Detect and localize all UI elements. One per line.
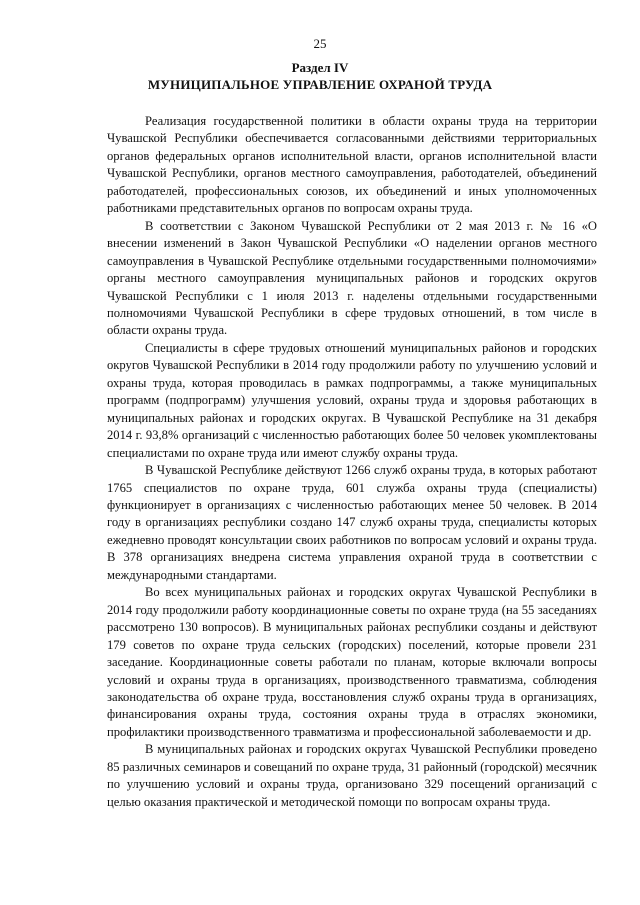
paragraph: Специалисты в сфере трудовых отношений муниципальных районов и городских округов Чувашской Республики в 2014 году продолжили работу по улучшению условий и охраны труда, которая проводилась в рамках подпрограммы, а также муниципальных программ (подпрограмм) улучшения условий, охраны труда и здоровья работающих в муниципальных районах и городских округах. В Чувашской Республике на 31 декабря 2014 г. 93,8% организаций с численностью работающих более 50 человек укомплектованы специалистами по охране труда или имеют службу охраны труда.	[107, 340, 597, 460]
paragraph: В Чувашской Республике действуют 1266 служб охраны труда, в которых работают 1765 специалистов по охране труда, 601 служба охраны труда (специалисты) функционирует в организациях с численностью работающих менее 50 человек. В 2014 году в организациях республики создано 147 служб охраны труда, специалисты которых ежедневно проводят консультации своих работников по вопросам условий и охраны труда. В 378 организациях внедрена система управления охраной труда в соответствии с международными стандартами.	[107, 463, 597, 582]
paragraph: Во всех муниципальных районах и городских округах Чувашской Республики в 2014 году продолжили работу координационные советы по охране труда (на 55 заседаниях рассмотрено 130 вопросов). В муниципальных районах республики созданы и действуют 179 советов по охране труда сельских (городских) поселений, которые провели 231 заседание. Координационные советы работали по планам, которые включали вопросы условий и охраны труда в организациях, производственного травматизма, соблюдения законодательства об охране труда, восстановления служб охраны труда в организациях, финансирования охраны труда, состояния охраны труда в отраслях экономики, профилактики производственного травматизма и профессиональной заболеваемости и др.	[107, 585, 597, 739]
paragraph: Реализация государственной политики в области охраны труда на территории Чувашской Республики обеспечивается согласованными действиями территориальных органов федеральных органов исполнительной власти, органов исполнительной власти Чувашской Республики, органов местного самоуправления, работодателей, объединений работодателей, профессиональных союзов, их объединений и иных уполномоченных работниками представительных органов по вопросам охраны труда.	[107, 114, 597, 216]
paragraph: В муниципальных районах и городских округах Чувашской Республики проведено 85 различных семинаров и совещаний по охране труда, 31 районный (городской) месячник по улучшению условий и охраны труда, организовано 329 посещений организаций с целью оказания практической и методической помощи по вопросам охраны труда.	[107, 742, 597, 809]
section-label: Раздел IV	[291, 60, 349, 75]
page-number: 25	[313, 36, 327, 51]
paragraph: В соответствии с Законом Чувашской Республики от 2 мая 2013 г. № 16 «О внесении изменений в Закон Чувашской Республики «О наделении органов местного самоуправления в Чувашской Республике отдельными государственными полномочиями» органы местного самоуправления муниципальных районов и городских округов Чувашской Республики с 1 июля 2013 г. наделены отдельными государственными полномочиями Чувашской Республики в сфере трудовых отношений, в том числе в области охраны труда.	[107, 218, 597, 338]
body-text	[107, 113, 597, 811]
section-title: МУНИЦИПАЛЬНОЕ УПРАВЛЕНИЕ ОХРАНОЙ ТРУДА	[147, 77, 493, 92]
